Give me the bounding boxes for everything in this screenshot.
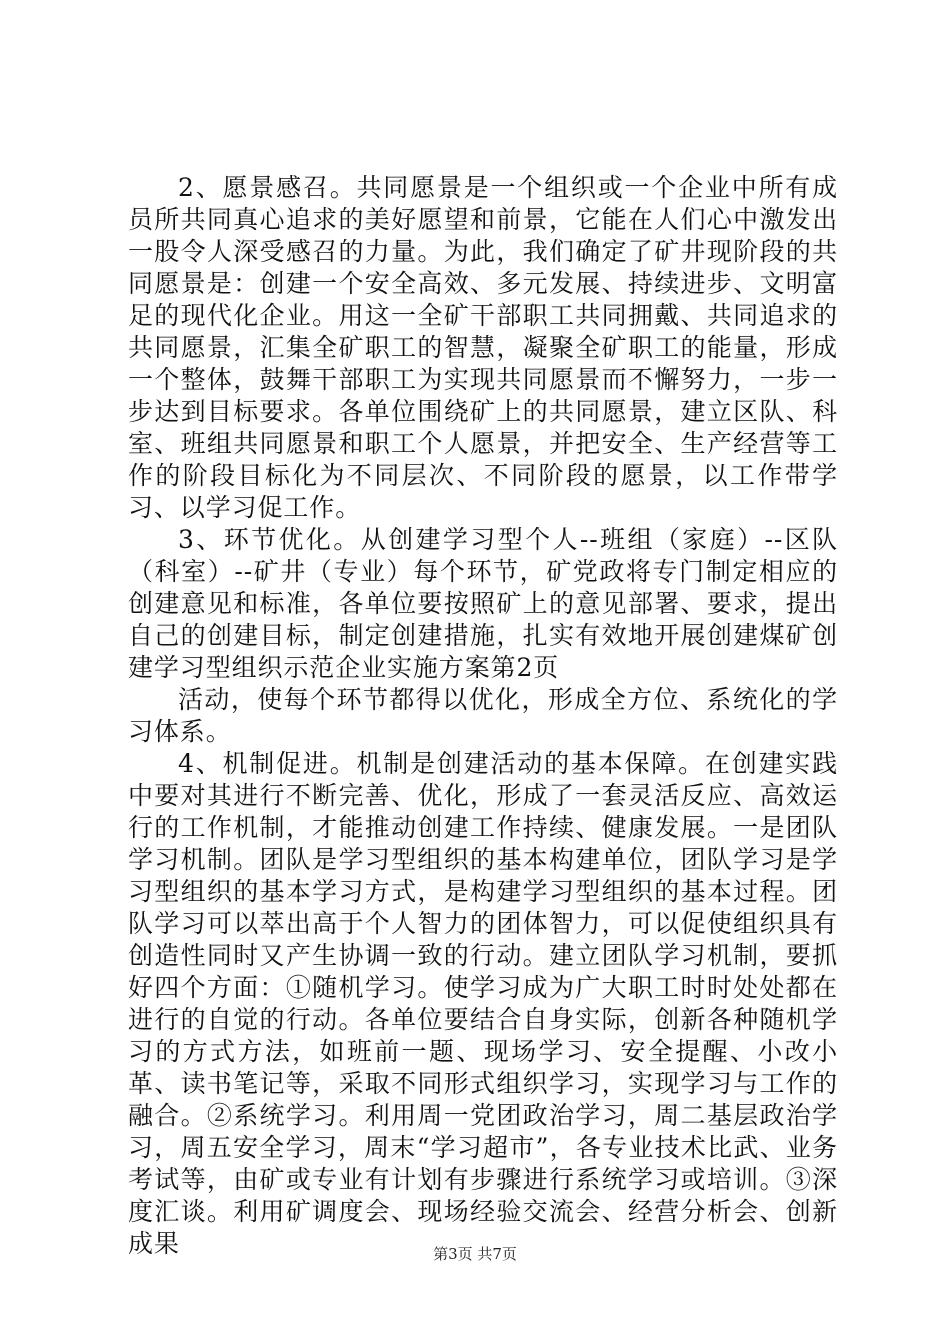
paragraph-continuation: 活动，使每个环节都得以优化，形成全方位、系统化的学习体系。 [128, 685, 838, 746]
paragraph-mechanism: 4、机制促进。机制是创建活动的基本保障。在创建实践中要对其进行不断完善、优化，形成了一套灵活反应、高效运行的工作机制，才能推动创建工作持续、健康发展。一是团队学习机制。团队是学习型组织的基本构建单位，团队学习是学习型组织的基本学习方式，是构建学习型组织的基本过程。团队学习可以萃出高于个人智力的团体智力，可以促使组织具有创造性同时又产生协调一致的行动。建立团队学习机制，要抓好四个方面：①随机学习。使学习成为广大职工时时处处都在进行的自觉的行动。各单位要结合自身实际，创新各种随机学习的方式方法，如班前一题、现场学习、安全提醒、小改小革、读书笔记等，采取不同形式组织学习，实现学习与工作的融合。②系统学习。利用周一党团政治学习，周二基层政治学习，周五安全学习，周末“学习超市”，各专业技术比武、业务考试等，由矿或专业有计划有步骤进行系统学习或培训。③深度汇谈。利用矿调度会、现场经验交流会、经营分析会、创新成果 [128, 749, 838, 1258]
document-body [128, 172, 838, 1260]
paragraph-link-optimization: 3、环节优化。从创建学习型个人--班组（家庭）--区队（科室）--矿井（专业）每个环节，矿党政将专门制定相应的创建意见和标准，各单位要按照矿上的意见部署、要求，提出自己的创建目标，制定创建措施，扎实有效地开展创建煤矿创建学习型组织示范企业实施方案第2页 [128, 525, 838, 682]
paragraph-vision: 2、愿景感召。共同愿景是一个组织或一个企业中所有成员所共同真心追求的美好愿望和前景，它能在人们心中激发出一股令人深受感召的力量。为此，我们确定了矿井现阶段的共同愿景是：创建一个安全高效、多元发展、持续进步、文明富足的现代化企业。用这一全矿干部职工共同拥戴、共同追求的共同愿景，汇集全矿职工的智慧，凝聚全矿职工的能量，形成一个整体，鼓舞干部职工为实现共同愿景而不懈努力，一步一步达到目标要求。各单位围绕矿上的共同愿景，建立区队、科室、班组共同愿景和职工个人愿景，并把安全、生产经营等工作的阶段目标化为不同层次、不同阶段的愿景，以工作带学习、以学习促工作。 [128, 173, 838, 522]
page-number-footer: 第3页 共7页 [433, 1245, 517, 1263]
